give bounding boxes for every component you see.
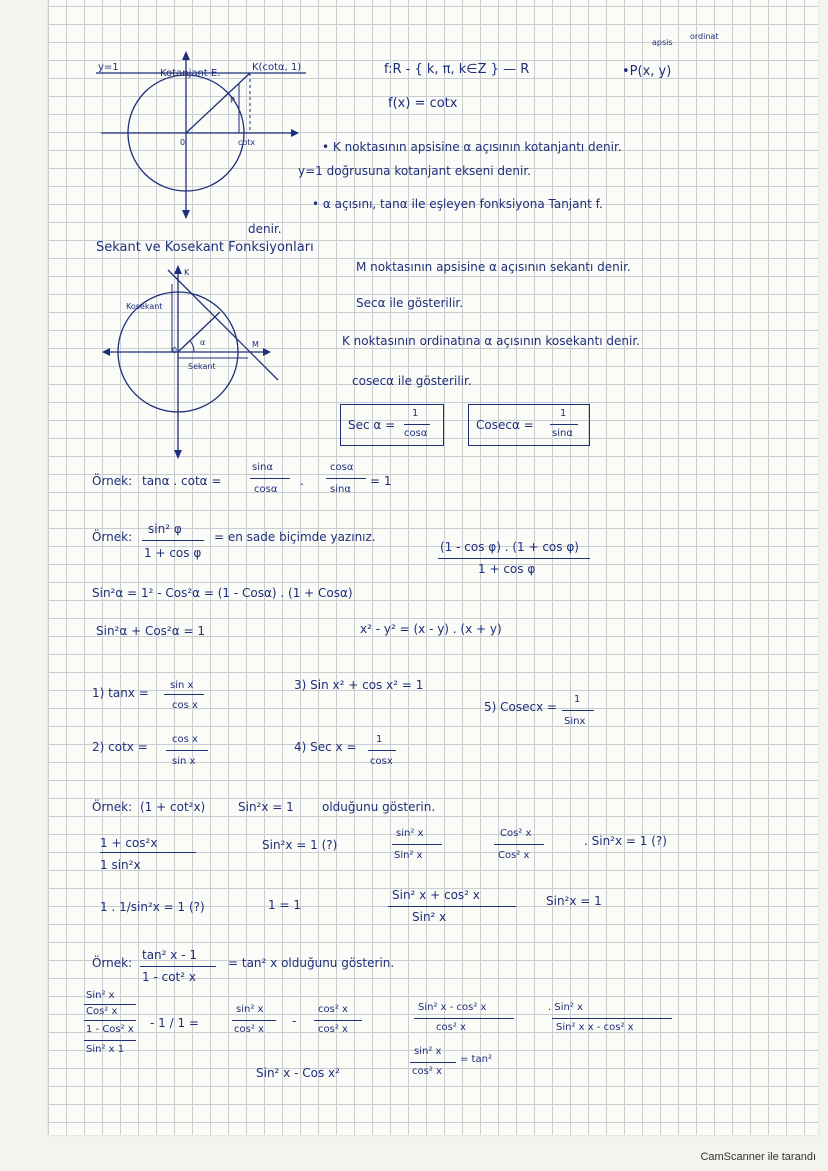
fraction-bar — [438, 558, 590, 559]
fraction-bar — [552, 1018, 672, 1019]
left-stack-1: Sin² x — [86, 990, 115, 1001]
identity-2: 2) cotx = — [92, 740, 148, 754]
ornek2-line3: x² - y² = (x - y) . (x + y) — [360, 622, 502, 636]
kosekant-label: Kosekant — [126, 302, 163, 311]
ornek3-f: 1 . 1/sin²x = 1 (?) — [100, 900, 205, 914]
identity-4-num: 1 — [376, 734, 383, 745]
f2-bot: cos² x — [318, 1024, 348, 1035]
sekant-notation: Secα ile gösterilir. — [356, 296, 464, 310]
ornek2-line1: Sin²α = 1² - Cos²α = (1 - Cosα) . (1 + Cosα) — [92, 586, 353, 600]
sekant-def: M noktasının apsisine α açısının sekantı denir. — [356, 260, 631, 274]
fraction-bar — [392, 844, 442, 845]
ornek1-result: = 1 — [370, 474, 392, 488]
cosec-den: sinα — [552, 428, 573, 439]
ornek3-h-top: Sin² x + cos² x — [392, 888, 480, 902]
identity-5: 5) Cosecx = — [484, 700, 558, 714]
frac-top: cosα — [330, 462, 354, 473]
identity-2-den: sin x — [172, 756, 196, 767]
cotx-label: cotx — [238, 138, 256, 147]
ornek3-expr: (1 + cot²x) — [140, 800, 206, 814]
identity-5-num: 1 — [574, 694, 581, 705]
sec-lhs: Sec α = — [348, 418, 396, 432]
f2-top: cos² x — [318, 1004, 348, 1015]
ornek3-e: . Sin²x = 1 (?) — [584, 834, 667, 848]
frac-bot: cosα — [254, 484, 278, 495]
identity-4: 4) Sec x = — [294, 740, 357, 754]
ornek4-bottom: Sin² x - Cos x² — [256, 1066, 340, 1080]
section-title: Sekant ve Kosekant Fonksiyonları — [96, 240, 314, 255]
f3-bot: cos² x — [436, 1022, 466, 1033]
apsis-label: apsis — [652, 38, 673, 47]
ornek3-g: 1 = 1 — [268, 898, 301, 912]
origin2-label: 0 — [172, 346, 178, 355]
point-label: •P(x, y) — [622, 64, 672, 79]
f5-result: = tan² — [460, 1054, 492, 1065]
identity-5-den: Sinx — [564, 716, 586, 727]
ornek-label: Örnek: — [92, 800, 133, 814]
ornek-label: Örnek: — [92, 474, 133, 488]
fraction-bar — [410, 1062, 456, 1063]
ornek4-bot: 1 - cot² x — [142, 970, 196, 984]
alpha-label: α — [200, 338, 206, 347]
function-definition: f:R - { k, π, k∈Z } — R — [384, 62, 530, 77]
ornek3-i: Sin²x = 1 — [546, 894, 602, 908]
fraction-bar — [100, 852, 196, 853]
ornek2-text: = en sade biçimde yazınız. — [214, 530, 376, 544]
frac-top: sinα — [252, 462, 273, 473]
ordinat-label: ordinat — [690, 32, 719, 41]
ornek3-c-top: sin² x — [396, 828, 424, 839]
fraction-bar — [326, 478, 366, 479]
identity-1-num: sin x — [170, 680, 194, 691]
k-point-label: K(cotα, 1) — [252, 62, 302, 73]
identity-2-num: cos x — [172, 734, 198, 745]
ornek3-b: Sin²x = 1 (?) — [262, 838, 338, 852]
kosekant-def: K noktasının ordinatına α açısının kosekantı denir. — [342, 334, 640, 348]
ornek3-a-top: 1 + cos²x — [100, 836, 158, 850]
kosekant-notation: cosecα ile gösterilir. — [352, 374, 472, 388]
note-line: y=1 doğrusuna kotanjant ekseni denir. — [298, 164, 531, 178]
ornek3-d-bot: Cos² x — [498, 850, 530, 861]
fraction-bar — [562, 710, 594, 711]
ornek3-mid: Sin²x = 1 — [238, 800, 294, 814]
kotanjant-axis-label: Kotanjant E. — [160, 68, 221, 79]
f3-top: Sin² x - cos² x — [418, 1002, 487, 1013]
sec-num: 1 — [412, 408, 419, 419]
fraction-bar — [368, 750, 396, 751]
ornek1-expr: tanα . cotα = — [142, 474, 222, 488]
identity-1-den: cos x — [172, 700, 198, 711]
frac-bot: sinα — [330, 484, 351, 495]
f1-top: sin² x — [236, 1004, 264, 1015]
ornek2-bot: 1 + cos φ — [144, 546, 202, 560]
fraction-bar — [414, 1018, 514, 1019]
cosec-num: 1 — [560, 408, 567, 419]
f5-bot: cos² x — [412, 1066, 442, 1077]
ornek3-c-bot: Sin² x — [394, 850, 423, 861]
m-label: M — [252, 340, 259, 349]
f4-bot: Sin² x x - cos² x — [556, 1022, 634, 1033]
fraction-bar — [388, 906, 516, 907]
scanner-footer: CamScanner ile tarandı — [700, 1151, 816, 1163]
ornek2-top: sin² φ — [148, 522, 182, 536]
ornek4-text: = tan² x olduğunu gösterin. — [228, 956, 395, 970]
k-label: K — [184, 268, 190, 277]
ornek3-h-bot: Sin² x — [412, 910, 447, 924]
ornek3-d-top: Cos² x — [500, 828, 532, 839]
ornek-label: Örnek: — [92, 530, 133, 544]
fraction-bar — [232, 1020, 276, 1021]
ornek4-top: tan² x - 1 — [142, 948, 197, 962]
fraction-bar — [84, 1040, 136, 1041]
identity-1: 1) tanx = — [92, 686, 149, 700]
fraction-bar — [250, 478, 290, 479]
fraction-bar — [404, 424, 430, 425]
ornek-label: Örnek: — [92, 956, 133, 970]
minus-one: - 1 / 1 = — [150, 1016, 199, 1030]
left-stack-2: Cos² x — [86, 1006, 118, 1017]
fraction-bar — [164, 694, 204, 695]
fraction-bar — [140, 966, 216, 967]
sec-den: cosα — [404, 428, 428, 439]
note-line: denir. — [248, 222, 282, 236]
origin-label: 0 — [180, 138, 186, 147]
function-formula: f(x) = cotx — [388, 96, 458, 111]
ornek2-rhs-top: (1 - cos φ) . (1 + cos φ) — [440, 540, 579, 554]
fraction-bar — [142, 540, 204, 541]
fraction-bar — [314, 1020, 362, 1021]
ornek3-text: olduğunu gösterin. — [322, 800, 436, 814]
left-stack-4: Sin² x 1 — [86, 1044, 125, 1055]
ornek3-a-bot: 1 sin²x — [100, 858, 141, 872]
left-stack-3: 1 - Cos² x — [86, 1024, 134, 1035]
f5-top: sin² x — [414, 1046, 442, 1057]
fraction-bar — [550, 424, 578, 425]
f4-top: . Sin² x — [548, 1002, 583, 1013]
y1-label: y=1 — [98, 62, 119, 73]
fraction-bar — [166, 750, 208, 751]
identity-3: 3) Sin x² + cos x² = 1 — [294, 678, 424, 692]
dot-operator: . — [300, 474, 304, 488]
sekant-label: Sekant — [188, 362, 216, 371]
fraction-bar — [494, 844, 544, 845]
ornek2-line2: Sin²α + Cos²α = 1 — [96, 624, 205, 638]
p-label: P — [230, 96, 235, 105]
minus-sign: - — [292, 1014, 297, 1028]
note-line: • K noktasının apsisine α açısının kotanjantı denir. — [322, 140, 622, 154]
ornek2-rhs-bot: 1 + cos φ — [478, 562, 536, 576]
fraction-bar — [84, 1020, 136, 1021]
note-line: • α açısını, tanα ile eşleyen fonksiyona Tanjant f. — [312, 197, 603, 211]
f1-bot: cos² x — [234, 1024, 264, 1035]
identity-4-den: cosx — [370, 756, 393, 767]
cosec-lhs: Cosecα = — [476, 418, 534, 432]
